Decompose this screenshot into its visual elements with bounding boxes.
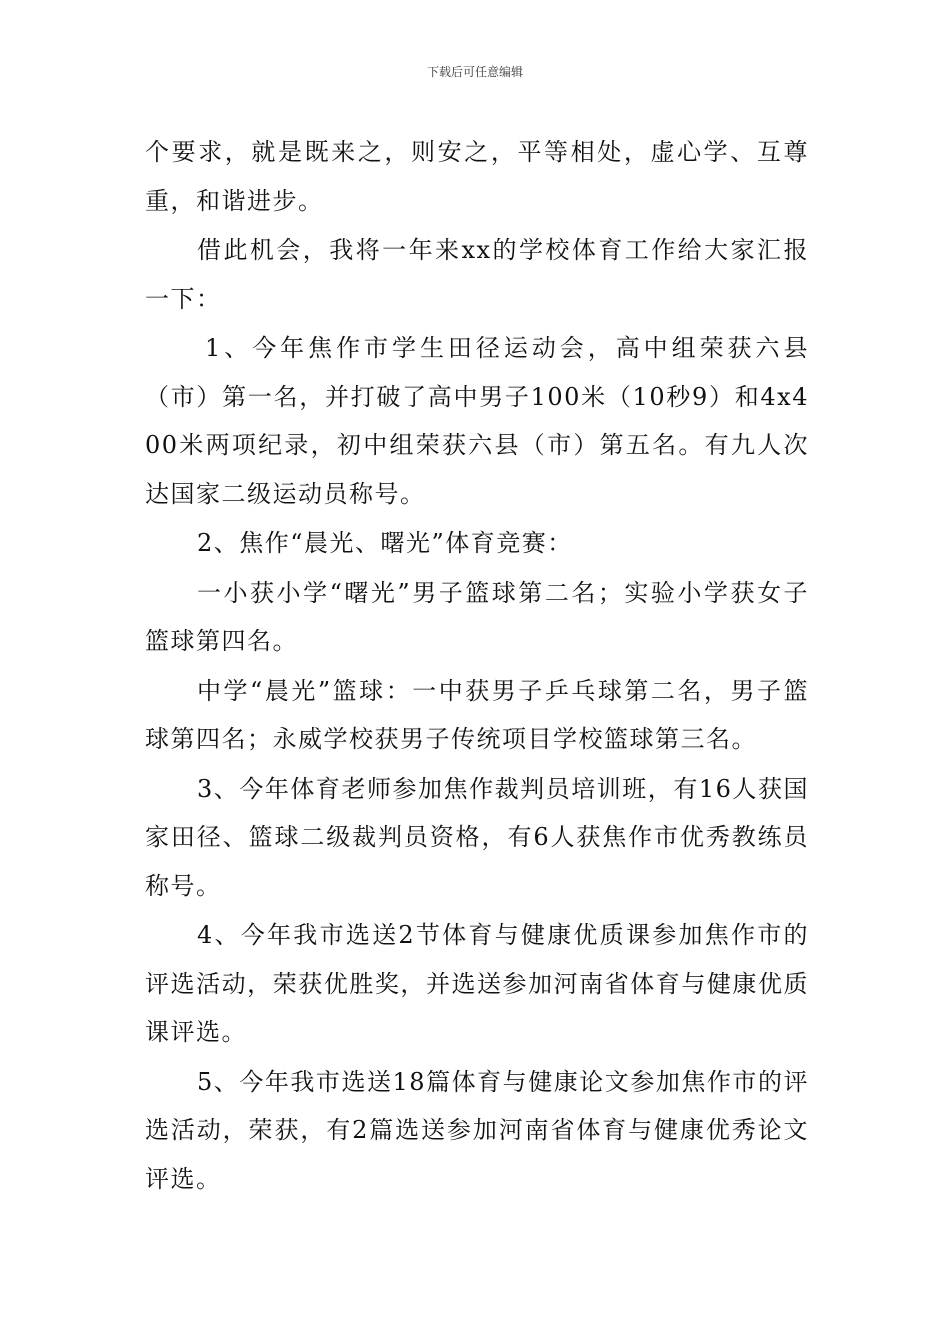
paragraph-1: 个要求，就是既来之，则安之，平等相处，虚心学、互尊重，和谐进步。 (145, 138, 809, 215)
paragraph-2: 借此机会，我将一年来xx的学校体育工作给大家汇报一下： (145, 236, 809, 313)
page-header: 下载后可任意编辑 (426, 65, 523, 79)
paragraph-5: 一小获小学“曙光”男子篮球第二名；实验小学获女子篮球第四名。 (145, 578, 809, 655)
paragraph-6: 中学“晨光”篮球：一中获男子乒乓球第二名，男子篮球第四名；永威学校获男子传统项目学校篮球第三名。 (145, 676, 809, 753)
paragraph-7: 3、今年体育老师参加焦作裁判员培训班，有16人获国家田径、篮球二级裁判员资格，有6人获焦作市优秀教练员称号。 (145, 774, 809, 900)
paragraph-8: 4、今年我市选送2节体育与健康优质课参加焦作市的评选活动，荣获优胜奖，并选送参加河南省体育与健康优质课评选。 (145, 921, 809, 1046)
paragraph-4: 2、焦作“晨光、曙光”体育竞赛： (197, 529, 573, 557)
document-body (145, 128, 809, 1204)
paragraph-3: 1、今年焦作市学生田径运动会，高中组荣获六县（市）第一名，并打破了高中男子100米（10秒9）和4x400米两项纪录，初中组荣获六县（市）第五名。有九人次达国家二级运动员称号。 (145, 334, 809, 508)
paragraph-9: 5、今年我市选送18篇体育与健康论文参加焦作市的评选活动，荣获，有2篇选送参加河南省体育与健康优秀论文评选。 (145, 1067, 809, 1193)
